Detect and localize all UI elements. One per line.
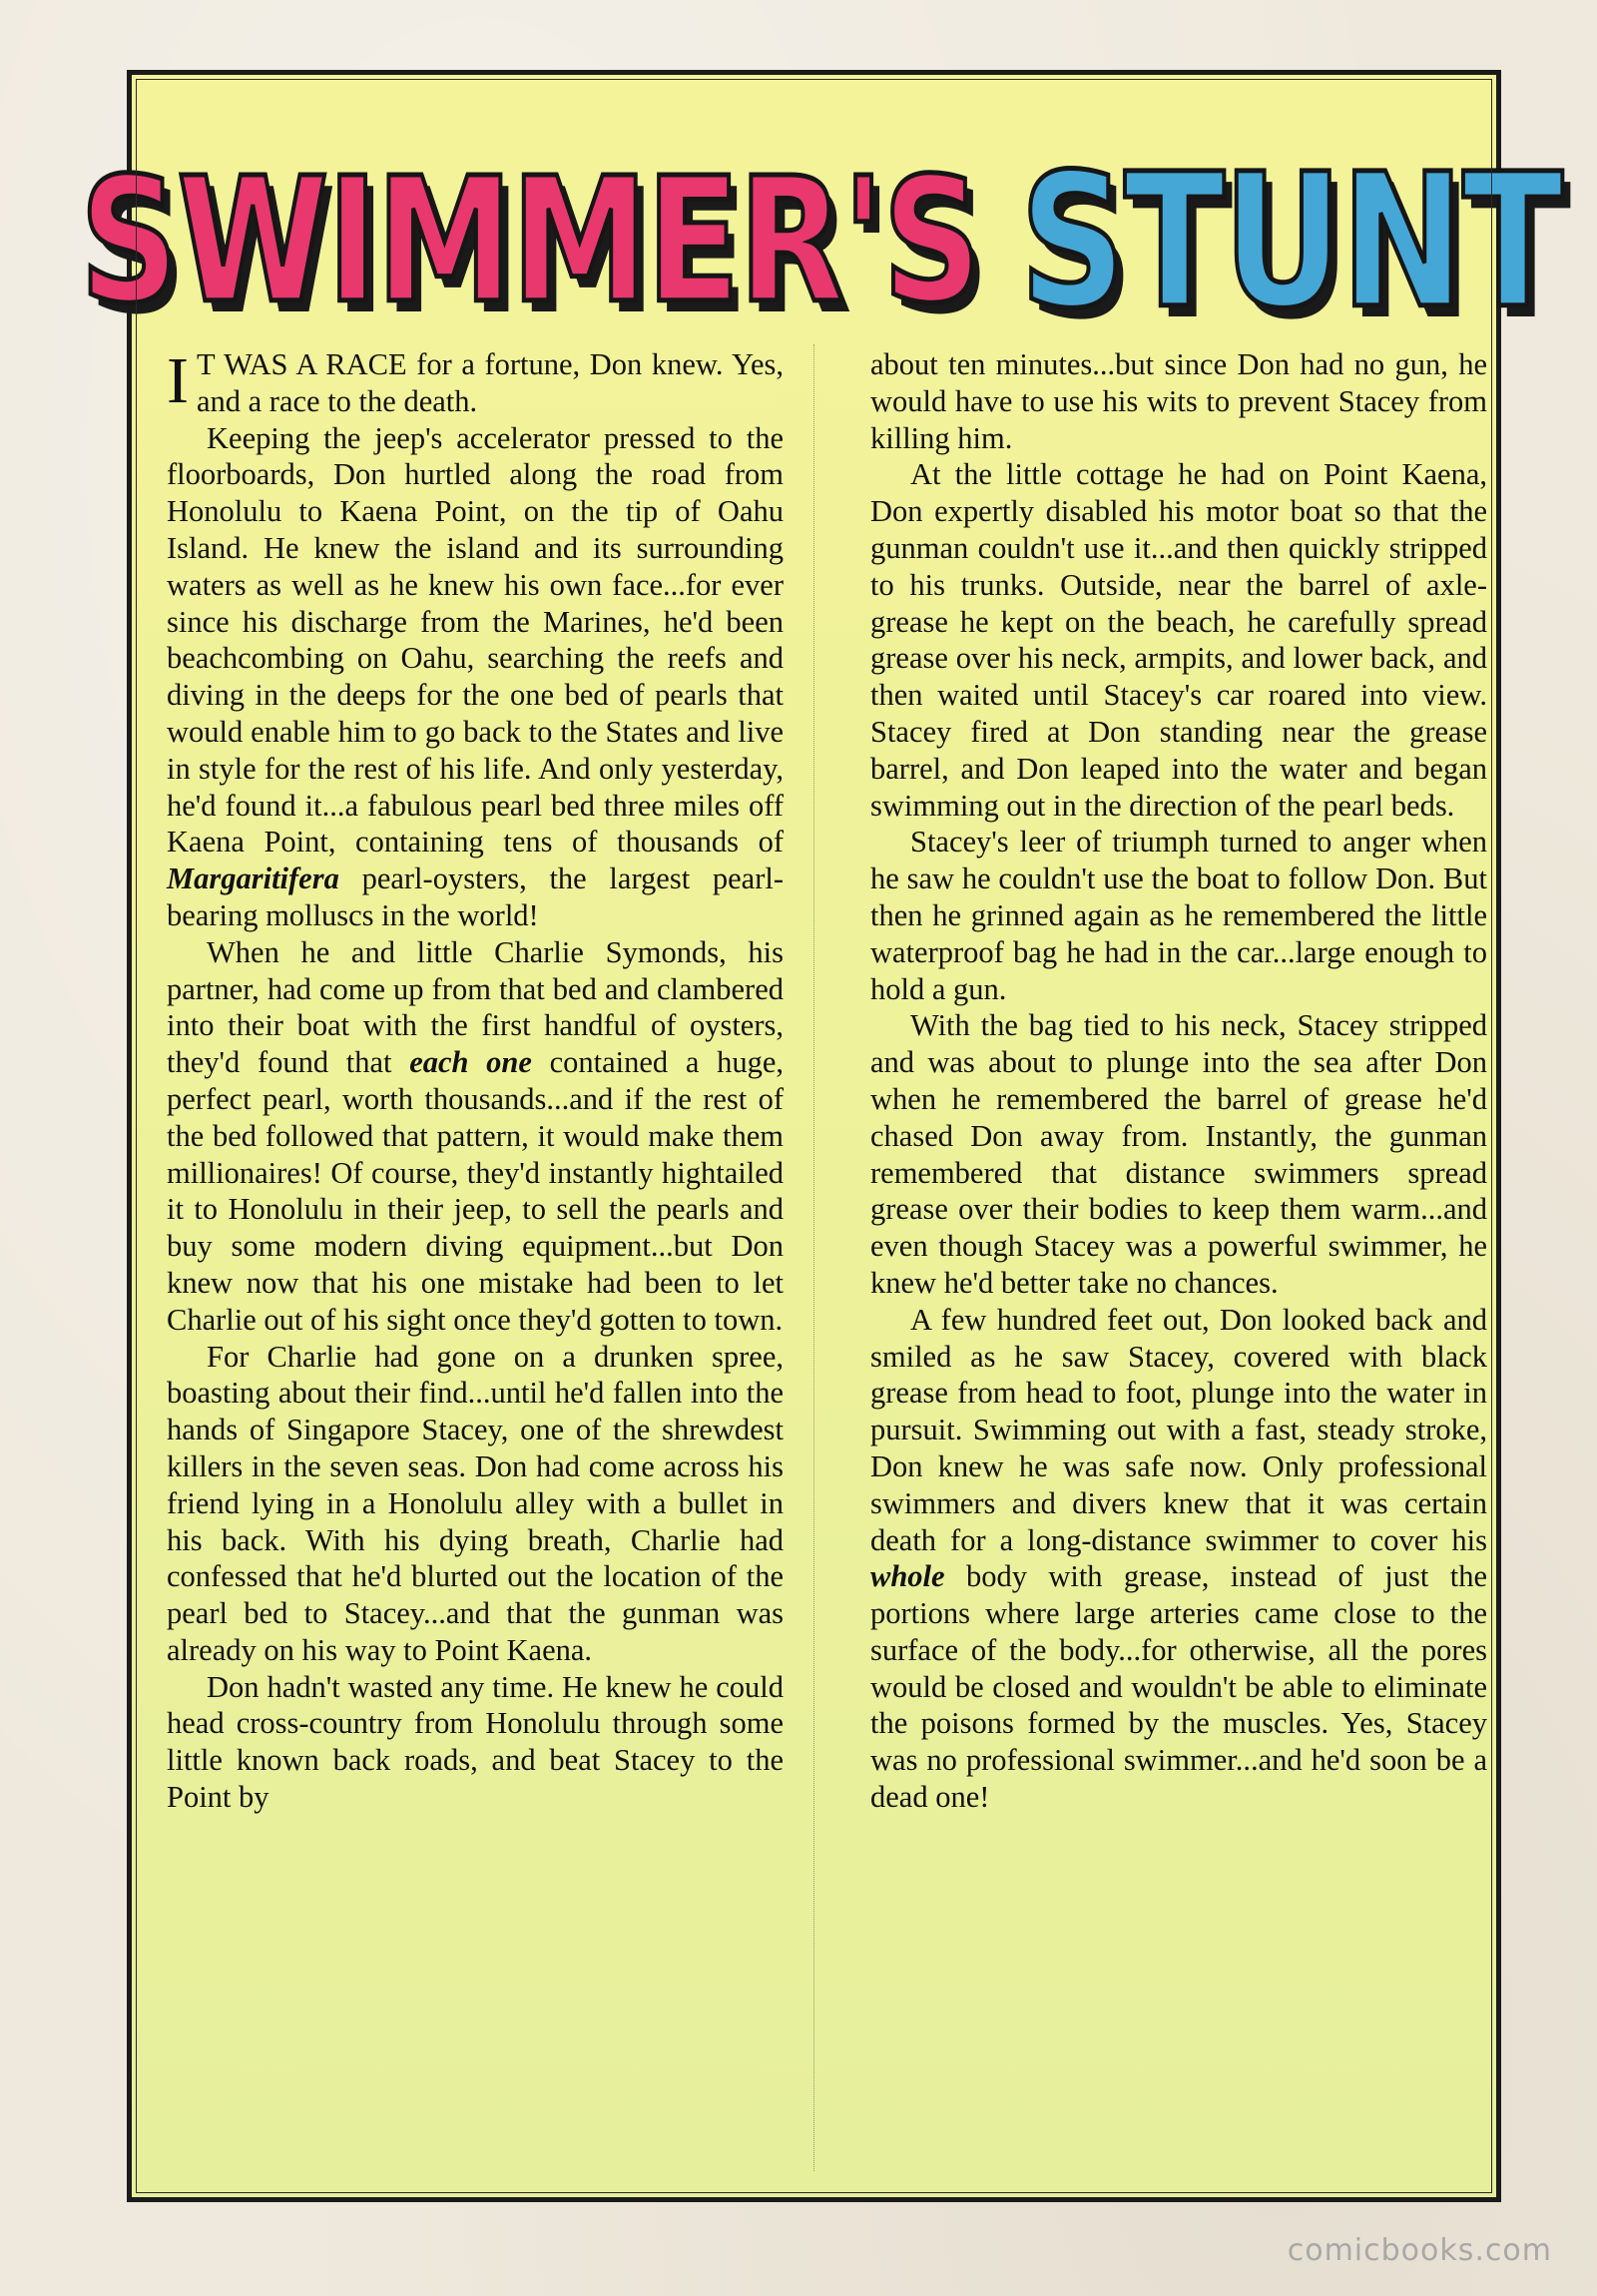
drop-cap: I	[167, 344, 189, 417]
paragraph-5: Don hadn't wasted any time. He knew he could head cross-country from Honolulu through some little known back roads, and beat Stacey to the Point by	[167, 1669, 784, 1815]
text-column-left	[167, 346, 784, 1816]
paragraph-1: I T WAS A RACE for a fortune, Don knew. Yes, and a race to the death.	[167, 344, 784, 418]
paragraph-3: When he and little Charlie Symonds, his partner, had come up from that bed and clambered into their boat with the first handful of oysters, they'd found that each one contained a huge, perfect pearl, worth thousands...and if the rest of the bed followed that pattern, it would make them millionaires! Of course, they'd instantly hightailed it to Honolulu in their jeep, to sell the pearls and buy some modern diving equipment...but Don knew now that his one mistake had been to let Charlie out of his sight once they'd gotten to town.	[167, 934, 785, 1337]
paragraph-7: At the little cottage he had on Point Kaena, Don expertly disabled his motor boat so that the gunman couldn't use it...and then quickly stripped to his trunks. Outside, near the barrel of axle-grease he kept on the beach, he carefully spread grease over his neck, armpits, and lower back, and then waited until Stacey's car roared into view. Stacey fired at Don standing near the grease barrel, and Don leaped into the water and began swimming out in the direction of the pearl beds.	[870, 457, 1487, 823]
column-divider	[813, 344, 815, 2171]
title-word-swimmers: SWIMMER'S	[79, 140, 980, 341]
paragraph-10: A few hundred feet out, Don looked back and smiled as he saw Stacey, covered with black grease from head to foot, plunge into the water in pursuit. Swimming out with a fast, steady stroke, Don knew he was safe now. Only professional swimmers and divers knew that it was certain death for a long-distance swimmer to cover his whole body with grease, instead of just the portions where large arteries came close to the surface of the body...for otherwise, all the pores would be closed and wouldn't be able to eliminate the poisons formed by the muscles. Yes, Stacey was no professional swimmer...and he'd soon be a dead one!	[870, 1302, 1488, 1815]
title-word-stunt: STUNT	[1019, 134, 1562, 349]
site-watermark: comicbooks.com	[1287, 2233, 1552, 2268]
paragraph-8: Stacey's leer of triumph turned to anger when he saw he couldn't use the boat to follow Don. But then he grinned again as he remembered the little waterproof bag he had in the car...large enough to hold a gun.	[870, 825, 1487, 1006]
paragraph-2: Keeping the jeep's accelerator pressed to the floorboards, Don hurtled along the road from Honolulu to Kaena Point, on the tip of Oahu Island. He knew the island and its surrounding waters as well as he knew his own face...for ever since his discharge from the Marines, he'd been beachcombing on Oahu, searching the reefs and diving in the deeps for the one bed of pearls that would enable him to go back to the States and live in style for the rest of his life. And only yesterday, he'd found it...a fabulous pearl bed three miles off Kaena Point, containing tens of thousands of Margaritifera pearl-oysters, the largest pearl-bearing molluscs in the world!	[167, 420, 785, 932]
paragraph-6: about ten minutes...but since Don had no gun, he would have to use his wits to prevent Stacey from killing him.	[870, 347, 1487, 455]
paragraph-4: For Charlie had gone on a drunken spree, boasting about their find...until he'd fallen into the hands of Singapore Stacey, one of the shrewdest killers in the seven seas. Don had come across his friend lying in a Honolulu alley with a bullet in his back. With his dying breath, Charlie had confessed that he'd blurted out the location of the pearl bed to Stacey...and that the gunman was already on his way to Point Kaena.	[167, 1339, 784, 1667]
text-column-right	[870, 346, 1487, 1816]
paragraph-9: With the bag tied to his neck, Stacey stripped and was about to plunge into the sea after Don when he remembered the barrel of grease he'd chased Don away from. Instantly, the gunman remembered that distance swimmers spread grease over their bodies to keep them warm...and even though Stacey was a powerful swimmer, he knew he'd better take no chances.	[870, 1008, 1487, 1300]
story-panel	[79, 70, 1562, 2202]
story-title	[79, 127, 1562, 356]
